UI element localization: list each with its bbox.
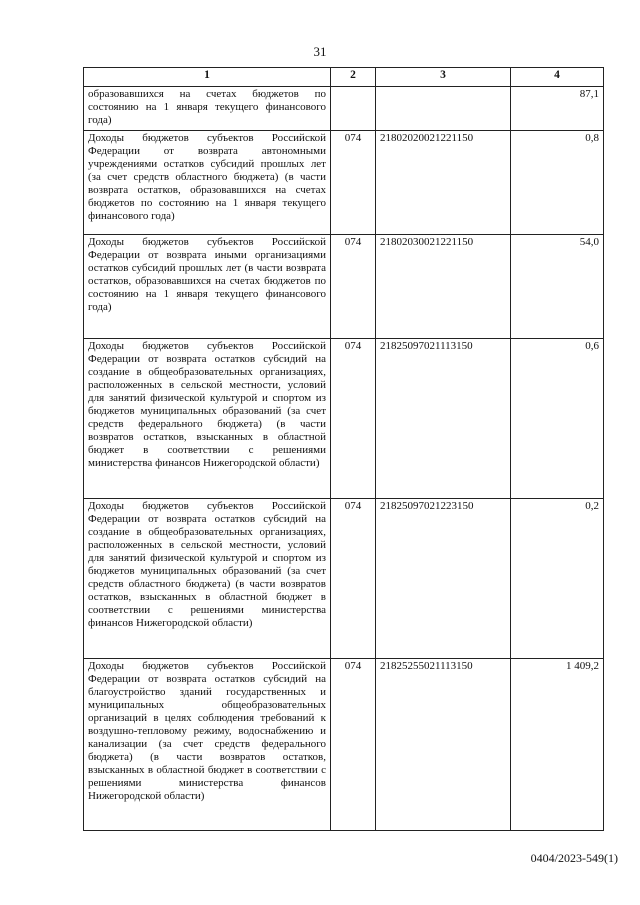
row-amount: 0,8 [511, 131, 604, 235]
table-row [84, 339, 604, 499]
row-admin-code: 074 [331, 339, 376, 499]
budget-table [83, 67, 604, 831]
table-row [84, 235, 604, 339]
row-description: образовавшихся на счетах бюджетов по состоянию на 1 января текущего финансового года) [84, 87, 331, 131]
row-admin-code [331, 87, 376, 131]
table-row [84, 87, 604, 131]
row-description: Доходы бюджетов субъектов Российской Федерации от возврата иными организациями остатков субсидий прошлых лет (в части возврата остатков, образовавшихся на счетах бюджетов по состоянию на 1 января текущего финансового года) [84, 235, 331, 339]
table-row [84, 659, 604, 831]
row-admin-code: 074 [331, 499, 376, 659]
row-kbk-code: 21802020021221150 [376, 131, 511, 235]
table-header-row [84, 68, 604, 87]
row-kbk-code: 21802030021221150 [376, 235, 511, 339]
row-amount: 1 409,2 [511, 659, 604, 831]
row-description: Доходы бюджетов субъектов Российской Федерации от возврата остатков субсидий на благоустройство зданий государственных и муниципальных общеобразовательных организаций в целях соблюдения требований к воздушно-тепловому режиму, водоснабжению и канализации (за счет средств федерального бюджета) (в части возвратов остатков, взысканных в областной бюджет в соответствии с решениями министерства финансов Нижегородской области) [84, 659, 331, 831]
row-admin-code: 074 [331, 659, 376, 831]
row-amount: 54,0 [511, 235, 604, 339]
row-description: Доходы бюджетов субъектов Российской Федерации от возврата автономными учреждениями остатков субсидий прошлых лет (за счет средств областного бюджета) (в части возврата остатков, образовавшихся на счетах бюджетов по состоянию на 1 января текущего финансового года) [84, 131, 331, 235]
row-description: Доходы бюджетов субъектов Российской Федерации от возврата остатков субсидий на создание в общеобразовательных организациях, расположенных в сельской местности, условий для занятий физической культурой и спортом из бюджетов муниципальных образований (за счет средств федерального бюджета) (в части возвратов остатков, взысканных в областной бюджет в соответствии с решениями министерства финансов Нижегородской области) [84, 339, 331, 499]
row-kbk-code: 21825255021113150 [376, 659, 511, 831]
row-admin-code: 074 [331, 235, 376, 339]
row-amount: 0,6 [511, 339, 604, 499]
row-amount: 87,1 [511, 87, 604, 131]
document-footer-code: 0404/2023-549(1) [530, 851, 618, 865]
column-header-1: 1 [84, 68, 331, 87]
row-admin-code: 074 [331, 131, 376, 235]
row-amount: 0,2 [511, 499, 604, 659]
column-header-3: 3 [376, 68, 511, 87]
column-header-2: 2 [331, 68, 376, 87]
column-header-4: 4 [511, 68, 604, 87]
row-kbk-code: 21825097021223150 [376, 499, 511, 659]
table-row [84, 131, 604, 235]
row-kbk-code [376, 87, 511, 131]
row-description: Доходы бюджетов субъектов Российской Федерации от возврата остатков субсидий на создание в общеобразовательных организациях, расположенных в сельской местности, условий для занятий физической культурой и спортом из бюджетов муниципальных образований (за счет средств областного бюджета) (в части возвратов остатков, взысканных в областной бюджет в соответствии с решениями министерства финансов Нижегородской области) [84, 499, 331, 659]
row-kbk-code: 21825097021113150 [376, 339, 511, 499]
table-row [84, 499, 604, 659]
page-number: 31 [313, 44, 327, 59]
